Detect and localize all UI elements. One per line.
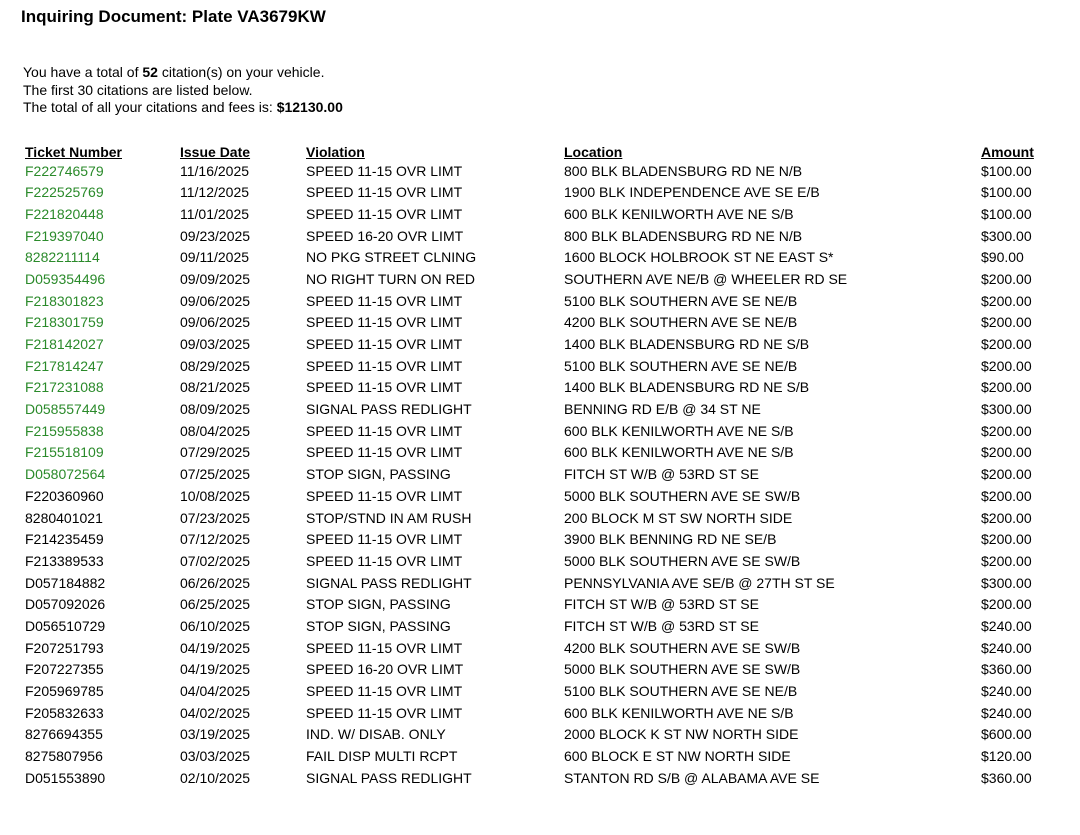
table-row <box>23 420 1061 442</box>
violation-cell: SIGNAL PASS REDLIGHT <box>306 769 472 786</box>
ticket-number-cell: F214235459 <box>25 531 104 548</box>
citation-count: 52 <box>142 64 158 80</box>
amount-cell: $120.00 <box>981 748 1032 765</box>
table-row <box>23 355 1061 377</box>
ticket-number-link[interactable]: D059354496 <box>25 270 106 287</box>
amount-cell: $240.00 <box>981 704 1032 721</box>
amount-cell: $200.00 <box>981 270 1032 287</box>
ticket-number-link[interactable]: F215955838 <box>25 422 104 439</box>
citation-summary <box>23 64 343 117</box>
location-cell: 4200 BLK SOUTHERN AVE SE NE/B <box>564 314 798 331</box>
location-cell: 5000 BLK SOUTHERN AVE SE SW/B <box>564 487 801 504</box>
total-amount: $12130.00 <box>276 99 343 115</box>
amount-cell: $200.00 <box>981 314 1032 331</box>
amount-cell: $240.00 <box>981 639 1032 656</box>
issue-date-cell: 06/10/2025 <box>180 617 251 634</box>
amount-cell: $100.00 <box>981 162 1032 179</box>
table-row <box>23 724 1061 746</box>
violation-cell: FAIL DISP MULTI RCPT <box>306 748 458 765</box>
amount-cell: $240.00 <box>981 617 1032 634</box>
issue-date-cell: 09/09/2025 <box>180 270 251 287</box>
table-row <box>23 181 1061 203</box>
issue-date-cell: 11/01/2025 <box>180 205 250 222</box>
amount-cell: $200.00 <box>981 379 1032 396</box>
ticket-number-cell: D057184882 <box>25 574 106 591</box>
violation-cell: STOP SIGN, PASSING <box>306 466 451 483</box>
location-cell: 1400 BLK BLADENSBURG RD NE S/B <box>564 379 810 396</box>
violation-cell: STOP SIGN, PASSING <box>306 596 451 613</box>
location-cell: 5000 BLK SOUTHERN AVE SE SW/B <box>564 552 801 569</box>
table-row <box>23 767 1061 789</box>
table-row <box>23 333 1061 355</box>
issue-date-cell: 08/21/2025 <box>180 379 251 396</box>
summary-total-prefix: The total of all your citations and fees is: <box>23 99 277 115</box>
ticket-number-link[interactable]: F219397040 <box>25 227 104 244</box>
ticket-number-cell: D056510729 <box>25 617 106 634</box>
ticket-number-cell: D051553890 <box>25 769 106 786</box>
issue-date-cell: 10/08/2025 <box>180 487 251 504</box>
issue-date-cell: 09/11/2025 <box>180 249 250 266</box>
issue-date-cell: 08/29/2025 <box>180 357 251 374</box>
table-row <box>23 550 1061 572</box>
amount-cell: $200.00 <box>981 336 1032 353</box>
issue-date-cell: 07/02/2025 <box>180 552 251 569</box>
header-violation: Violation <box>306 143 365 160</box>
location-cell: SOUTHERN AVE NE/B @ WHEELER RD SE <box>564 270 848 287</box>
table-row <box>23 702 1061 724</box>
violation-cell: IND. W/ DISAB. ONLY <box>306 726 446 743</box>
ticket-number-link[interactable]: F222746579 <box>25 162 104 179</box>
violation-cell: SPEED 11-15 OVR LIMT <box>306 357 463 374</box>
location-cell: 5100 BLK SOUTHERN AVE SE NE/B <box>564 683 798 700</box>
location-cell: 1600 BLOCK HOLBROOK ST NE EAST S* <box>564 249 834 266</box>
violation-cell: NO PKG STREET CLNING <box>306 249 477 266</box>
violation-cell: SPEED 11-15 OVR LIMT <box>306 162 463 179</box>
location-cell: 800 BLK BLADENSBURG RD NE N/B <box>564 162 803 179</box>
location-cell: FITCH ST W/B @ 53RD ST SE <box>564 466 759 483</box>
location-cell: 800 BLK BLADENSBURG RD NE N/B <box>564 227 803 244</box>
table-row <box>23 312 1061 334</box>
issue-date-cell: 04/04/2025 <box>180 683 251 700</box>
issue-date-cell: 04/02/2025 <box>180 704 251 721</box>
citations-table <box>23 138 1061 789</box>
ticket-number-cell: F207227355 <box>25 661 104 678</box>
violation-cell: SPEED 11-15 OVR LIMT <box>306 314 463 331</box>
header-location: Location <box>564 143 623 160</box>
issue-date-cell: 03/19/2025 <box>180 726 251 743</box>
location-cell: 600 BLOCK E ST NW NORTH SIDE <box>564 748 791 765</box>
table-row <box>23 246 1061 268</box>
amount-cell: $100.00 <box>981 184 1032 201</box>
header-issue-date: Issue Date <box>180 143 251 160</box>
table-row <box>23 225 1061 247</box>
table-row <box>23 680 1061 702</box>
issue-date-cell: 04/19/2025 <box>180 639 251 656</box>
amount-cell: $200.00 <box>981 466 1032 483</box>
amount-cell: $300.00 <box>981 227 1032 244</box>
header-amount: Amount <box>981 143 1034 160</box>
location-cell: PENNSYLVANIA AVE SE/B @ 27TH ST SE <box>564 574 835 591</box>
header-ticket-number: Ticket Number <box>25 143 122 160</box>
table-row <box>23 268 1061 290</box>
ticket-number-cell: F220360960 <box>25 487 104 504</box>
violation-cell: SPEED 11-15 OVR LIMT <box>306 336 463 353</box>
amount-cell: $360.00 <box>981 661 1032 678</box>
amount-cell: $300.00 <box>981 401 1032 418</box>
table-row <box>23 398 1061 420</box>
amount-cell: $200.00 <box>981 422 1032 439</box>
table-row <box>23 528 1061 550</box>
table-row <box>23 463 1061 485</box>
violation-cell: STOP/STND IN AM RUSH <box>306 509 472 526</box>
issue-date-cell: 03/03/2025 <box>180 748 251 765</box>
amount-cell: $90.00 <box>981 249 1024 266</box>
ticket-number-link[interactable]: F215518109 <box>25 444 104 461</box>
table-row <box>23 572 1061 594</box>
location-cell: FITCH ST W/B @ 53RD ST SE <box>564 596 759 613</box>
violation-cell: SPEED 11-15 OVR LIMT <box>306 552 463 569</box>
violation-cell: SPEED 11-15 OVR LIMT <box>306 184 463 201</box>
table-row <box>23 377 1061 399</box>
issue-date-cell: 04/19/2025 <box>180 661 251 678</box>
violation-cell: SPEED 11-15 OVR LIMT <box>306 683 463 700</box>
location-cell: 2000 BLOCK K ST NW NORTH SIDE <box>564 726 799 743</box>
issue-date-cell: 11/12/2025 <box>180 184 250 201</box>
summary-total-line <box>23 99 343 117</box>
table-row <box>23 290 1061 312</box>
issue-date-cell: 06/26/2025 <box>180 574 251 591</box>
violation-cell: NO RIGHT TURN ON RED <box>306 270 476 287</box>
table-row <box>23 485 1061 507</box>
ticket-number-link[interactable]: D058557449 <box>25 401 106 418</box>
ticket-number-link[interactable]: F222525769 <box>25 184 104 201</box>
violation-cell: SPEED 11-15 OVR LIMT <box>306 444 463 461</box>
table-row <box>23 745 1061 767</box>
table-row <box>23 160 1061 182</box>
issue-date-cell: 09/03/2025 <box>180 336 251 353</box>
table-row <box>23 637 1061 659</box>
issue-date-cell: 08/04/2025 <box>180 422 251 439</box>
violation-cell: SPEED 11-15 OVR LIMT <box>306 531 463 548</box>
amount-cell: $200.00 <box>981 444 1032 461</box>
location-cell: 1400 BLK BLADENSBURG RD NE S/B <box>564 336 810 353</box>
ticket-number-link[interactable]: F217231088 <box>25 379 104 396</box>
violation-cell: STOP SIGN, PASSING <box>306 617 451 634</box>
issue-date-cell: 09/23/2025 <box>180 227 251 244</box>
summary-count-line <box>23 64 343 82</box>
ticket-number-link[interactable]: F218301823 <box>25 292 104 309</box>
table-header-row <box>23 138 1061 160</box>
ticket-number-cell: D057092026 <box>25 596 106 613</box>
location-cell: 5000 BLK SOUTHERN AVE SE SW/B <box>564 661 801 678</box>
issue-date-cell: 02/10/2025 <box>180 769 251 786</box>
summary-listed-line: The first 30 citations are listed below. <box>23 81 253 98</box>
table-row <box>23 203 1061 225</box>
violation-cell: SPEED 11-15 OVR LIMT <box>306 292 463 309</box>
violation-cell: SPEED 11-15 OVR LIMT <box>306 205 463 222</box>
violation-cell: SPEED 11-15 OVR LIMT <box>306 379 463 396</box>
issue-date-cell: 08/09/2025 <box>180 401 251 418</box>
issue-date-cell: 07/29/2025 <box>180 444 251 461</box>
amount-cell: $200.00 <box>981 292 1032 309</box>
location-cell: 5100 BLK SOUTHERN AVE SE NE/B <box>564 357 798 374</box>
ticket-number-link[interactable]: F221820448 <box>25 205 104 222</box>
ticket-number-cell: 8275807956 <box>25 748 103 765</box>
location-cell: 600 BLK KENILWORTH AVE NE S/B <box>564 422 794 439</box>
citation-rows <box>23 160 1061 789</box>
ticket-number-cell: F205969785 <box>25 683 104 700</box>
amount-cell: $100.00 <box>981 205 1032 222</box>
page-title: Inquiring Document: Plate VA3679KW <box>21 7 326 26</box>
amount-cell: $600.00 <box>981 726 1032 743</box>
amount-cell: $200.00 <box>981 596 1032 613</box>
violation-cell: SIGNAL PASS REDLIGHT <box>306 574 472 591</box>
violation-cell: SPEED 11-15 OVR LIMT <box>306 639 463 656</box>
violation-cell: SPEED 11-15 OVR LIMT <box>306 487 463 504</box>
ticket-number-cell: F207251793 <box>25 639 104 656</box>
location-cell: 4200 BLK SOUTHERN AVE SE SW/B <box>564 639 801 656</box>
ticket-number-link[interactable]: D058072564 <box>25 466 106 483</box>
violation-cell: SPEED 16-20 OVR LIMT <box>306 661 464 678</box>
amount-cell: $360.00 <box>981 769 1032 786</box>
ticket-number-link[interactable]: F218301759 <box>25 314 104 331</box>
table-row <box>23 593 1061 615</box>
amount-cell: $240.00 <box>981 683 1032 700</box>
amount-cell: $200.00 <box>981 552 1032 569</box>
location-cell: 200 BLOCK M ST SW NORTH SIDE <box>564 509 793 526</box>
location-cell: BENNING RD E/B @ 34 ST NE <box>564 401 761 418</box>
ticket-number-cell: 8276694355 <box>25 726 103 743</box>
location-cell: FITCH ST W/B @ 53RD ST SE <box>564 617 759 634</box>
summary-count-prefix: You have a total of <box>23 64 143 80</box>
issue-date-cell: 09/06/2025 <box>180 314 251 331</box>
amount-cell: $200.00 <box>981 531 1032 548</box>
ticket-number-link[interactable]: F217814247 <box>25 357 104 374</box>
location-cell: 600 BLK KENILWORTH AVE NE S/B <box>564 205 794 222</box>
issue-date-cell: 06/25/2025 <box>180 596 251 613</box>
issue-date-cell: 07/12/2025 <box>180 531 251 548</box>
table-row <box>23 615 1061 637</box>
violation-cell: SIGNAL PASS REDLIGHT <box>306 401 472 418</box>
table-row <box>23 659 1061 681</box>
ticket-number-link[interactable]: F218142027 <box>25 336 104 353</box>
ticket-number-cell: F213389533 <box>25 552 104 569</box>
ticket-number-cell: 8280401021 <box>25 509 103 526</box>
amount-cell: $200.00 <box>981 487 1032 504</box>
location-cell: 1900 BLK INDEPENDENCE AVE SE E/B <box>564 184 820 201</box>
location-cell: 3900 BLK BENNING RD NE SE/B <box>564 531 777 548</box>
location-cell: 5100 BLK SOUTHERN AVE SE NE/B <box>564 292 798 309</box>
ticket-number-cell: F205832633 <box>25 704 104 721</box>
issue-date-cell: 09/06/2025 <box>180 292 251 309</box>
issue-date-cell: 07/23/2025 <box>180 509 251 526</box>
amount-cell: $200.00 <box>981 509 1032 526</box>
amount-cell: $300.00 <box>981 574 1032 591</box>
location-cell: STANTON RD S/B @ ALABAMA AVE SE <box>564 769 820 786</box>
issue-date-cell: 11/16/2025 <box>180 162 250 179</box>
ticket-number-link[interactable]: 8282211114 <box>25 249 100 266</box>
location-cell: 600 BLK KENILWORTH AVE NE S/B <box>564 704 794 721</box>
table-row <box>23 507 1061 529</box>
table-row <box>23 442 1061 464</box>
violation-cell: SPEED 11-15 OVR LIMT <box>306 704 463 721</box>
summary-count-suffix: citation(s) on your vehicle. <box>157 64 325 80</box>
location-cell: 600 BLK KENILWORTH AVE NE S/B <box>564 444 794 461</box>
violation-cell: SPEED 11-15 OVR LIMT <box>306 422 463 439</box>
violation-cell: SPEED 16-20 OVR LIMT <box>306 227 464 244</box>
issue-date-cell: 07/25/2025 <box>180 466 251 483</box>
amount-cell: $200.00 <box>981 357 1032 374</box>
